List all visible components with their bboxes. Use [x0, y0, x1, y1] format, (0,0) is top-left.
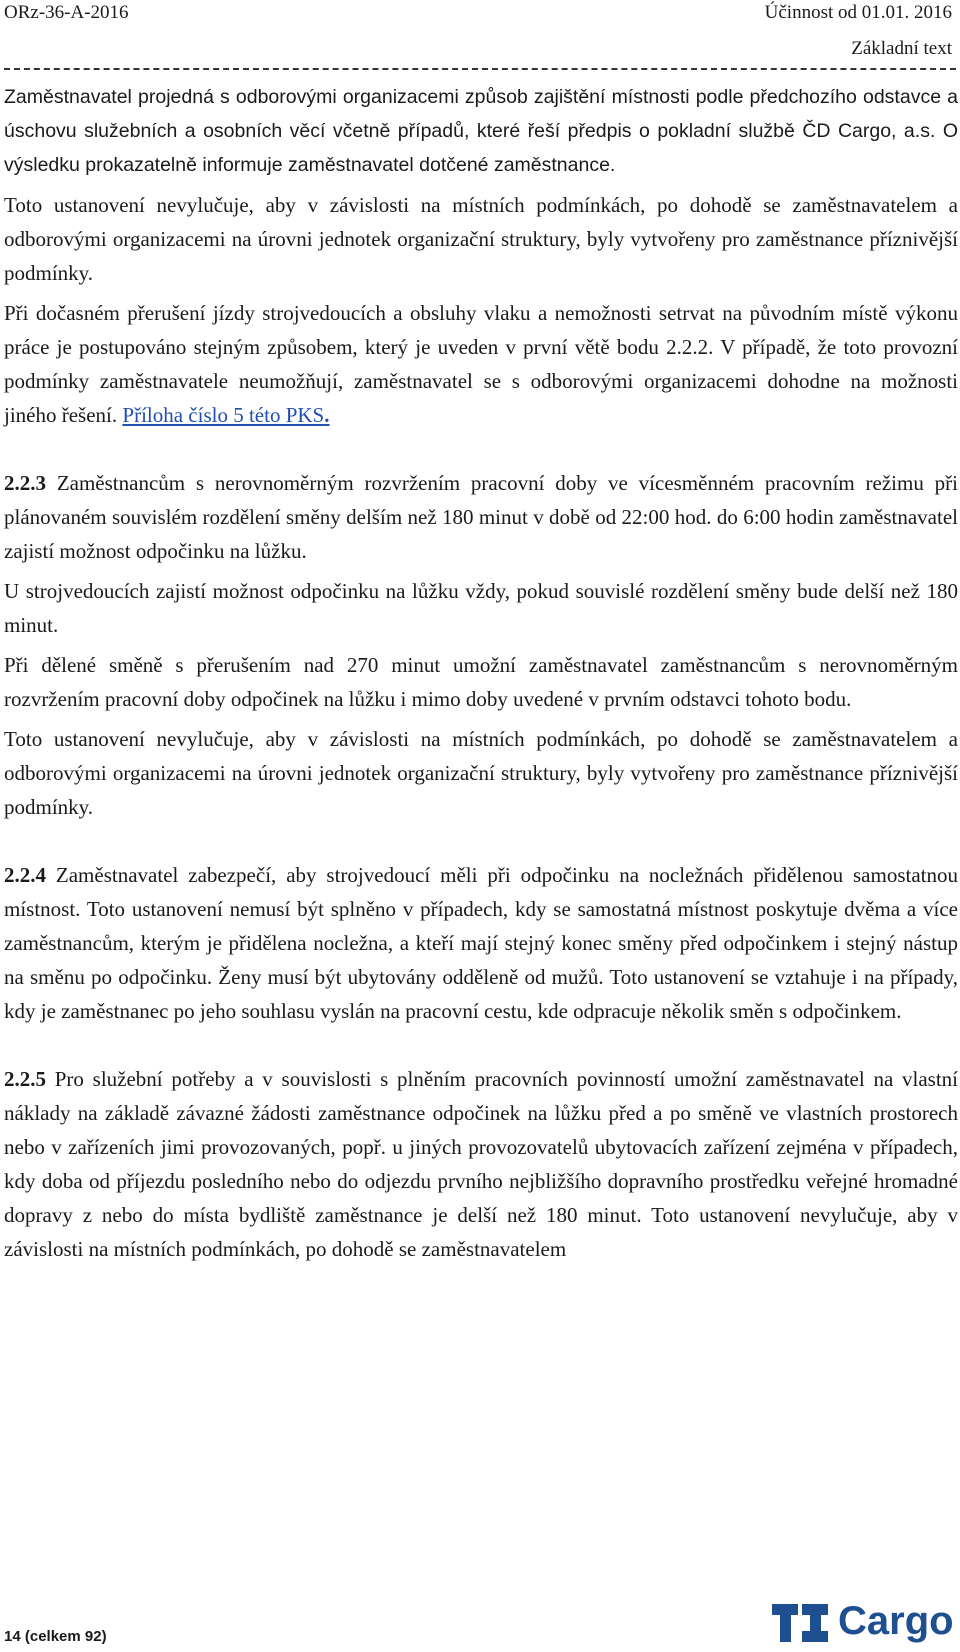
paragraph-conditions-1: Toto ustanovení nevylučuje, aby v závislosti na místních podmínkách, po dohodě se zaměstnavatelem a odborovými organizacemi na úrovni jednotek organizační struktury, byly vytvořeny pro zaměstnance příznivější podmínky. [4, 193, 958, 285]
paragraph-interruption-text: Při dočasném přerušení jízdy strojvedoucích a obsluhy vlaku a nemožnosti setrvat na původním místě výkonu práce je postupováno stejným způsobem, který je uveden v první větě bodu 2.2.2. V případě, že toto provozní podmínky zaměstnavatele neumožňují, zaměstnavatel se s odborovými organizacemi dohodne na možnosti jiného řešení. [4, 301, 958, 427]
paragraph-interruption [4, 296, 958, 432]
paragraph-split-shift: Při dělené směně s přerušením nad 270 minut umožní zaměstnavatel zaměstnancům s nerovnoměrným rozvržením pracovní doby odpočinek na lůžku i mimo doby uvedené v prvním odstavci tohoto bodu. [4, 653, 958, 711]
document-id: ORz-36-A-2016 [4, 2, 129, 23]
section-2-2-4 [4, 858, 958, 1028]
section-text: Zaměstnavatel zabezpečí, aby strojvedoucí měli při odpočinku na nocležnách přidělenou samostatnou místnost. Toto ustanovení nemusí být splněno v případech, kdy se samostatná místnost poskytuje dvěma a více zaměstnancům, kterým je přidělena nocležna, a kteří mají stejný konec směny před odpočinkem i stejný nástup na směnu po odpočinku. Ženy musí být ubytovány odděleně od mužů. Toto ustanovení se vztahuje i na případy, kdy je zaměstnanec po jeho souhlasu vyslán na pracovní cestu, kde odpracuje několik směn s odpočinkem. [4, 863, 958, 1023]
paragraph-conditions-2: Toto ustanovení nevylučuje, aby v závislosti na místních podmínkách, po dohodě se zaměstnavatelem a odborovými organizacemi na úrovni jednotek organizační struktury, byly vytvořeny pro zaměstnance příznivější podmínky. [4, 727, 958, 819]
document-body [4, 80, 958, 1266]
cd-logo-icon [772, 1600, 834, 1646]
effective-date: Účinnost od 01.01. 2016 [764, 2, 952, 23]
appendix-5-link[interactable]: Příloha číslo 5 této PKS. [122, 403, 330, 427]
section-number: 2.2.4 [4, 863, 46, 887]
paragraph-room-agreement: Zaměstnavatel projedná s odborovými organizacemi způsob zajištění místnosti podle předchozího odstavce a úschovu služebních a osobních věcí včetně případů, které řeší předpis o pokladní službě ČD Cargo, a.s. O výsledku prokazatelně informuje zaměstnavatel dotčené zaměstnance. [4, 86, 958, 176]
cd-cargo-logo [772, 1598, 958, 1648]
header-divider [4, 68, 956, 70]
section-title: Základní text [851, 38, 952, 59]
section-number: 2.2.5 [4, 1067, 46, 1091]
page-header [4, 2, 956, 72]
page-number: 14 (celkem 92) [4, 1628, 107, 1645]
section-2-2-3 [4, 466, 958, 568]
section-text: Zaměstnancům s nerovnoměrným rozvržením pracovní doby ve vícesměnném pracovním režimu při plánovaném souvislém rozdělení směny delším než 180 minut v době od 22:00 hod. do 6:00 hodin zaměstnavatel zajistí možnost odpočinku na lůžku. [4, 471, 958, 563]
paragraph-train-drivers: U strojvedoucích zajistí možnost odpočinku na lůžku vždy, pokud souvislé rozdělení směny bude delší než 180 minut. [4, 579, 958, 637]
logo-wordmark: Cargo [838, 1599, 954, 1643]
section-2-2-5 [4, 1062, 958, 1266]
section-number: 2.2.3 [4, 471, 46, 495]
section-text: Pro služební potřeby a v souvislosti s plněním pracovních povinností umožní zaměstnavatel na vlastní náklady na základě závazné žádosti zaměstnance odpočinek na lůžku před a po směně ve vlastních prostorech nebo v zařízeních jimi provozovaných, popř. u jiných provozovatelů ubytovacích zařízení zejména v případech, kdy doba od příjezdu posledního nebo do odjezdu prvního nejbližšího dopravního prostředku veřejné hromadné dopravy z nebo do místa bydliště zaměstnance je delší než 180 minut. Toto ustanovení nevylučuje, aby v závislosti na místních podmínkách, po dohodě se zaměstnavatelem [4, 1067, 958, 1261]
